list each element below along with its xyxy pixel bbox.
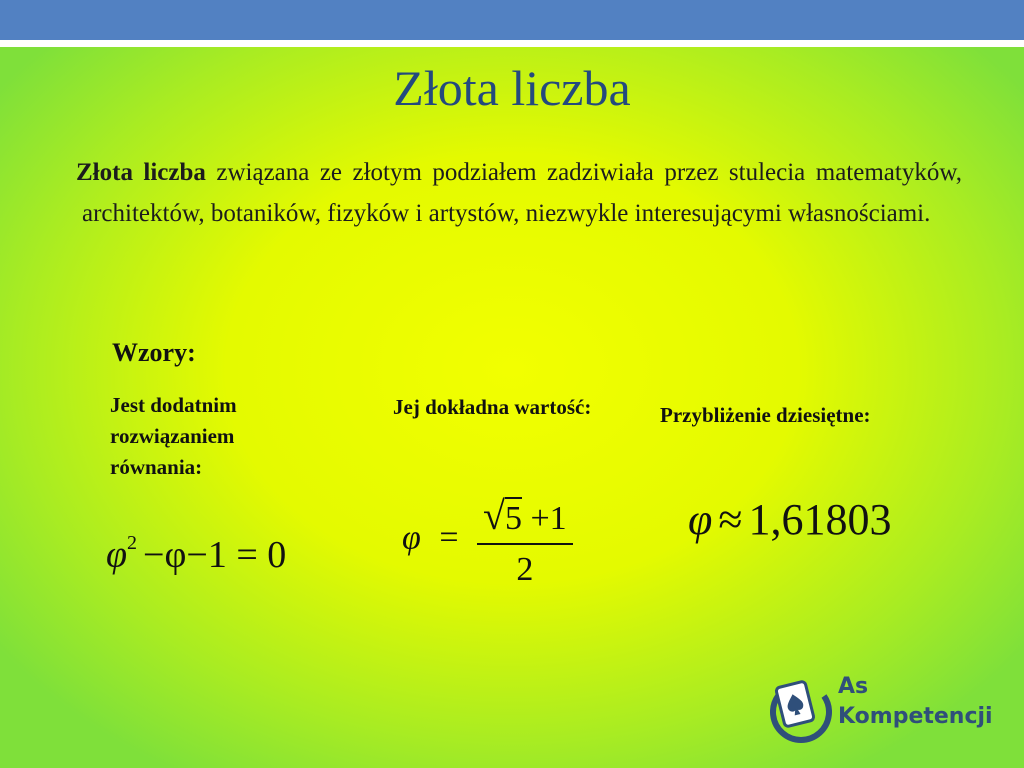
logo-text (838, 672, 993, 732)
approximation-formula (688, 492, 892, 548)
spade-card-icon (770, 678, 832, 744)
equals-sign: = (439, 519, 459, 557)
as-kompetencji-logo (770, 672, 1000, 752)
equation-formula (106, 522, 286, 580)
logo-line1: As (838, 674, 869, 699)
top-bar (0, 0, 1024, 40)
intro-paragraph (76, 152, 962, 234)
intro-text: związana ze złotym podziałem zadziwiała przez stulecia matematyków, architektów, botaników, fizyków i artystów, niezwykle interesującymi własnościami. (82, 159, 962, 227)
numerator-rest: +1 (521, 500, 567, 537)
exponent: 2 (127, 532, 138, 554)
approx-value: 1,61803 (748, 495, 892, 544)
exact-value-formula (402, 492, 573, 589)
equation-rest: −φ−1 = 0 (143, 533, 287, 576)
intro-bold-term: Złota liczba (76, 159, 206, 186)
phi-symbol: φ (688, 495, 713, 544)
phi-symbol: φ (402, 519, 421, 557)
column1-label: Jest dodatnim rozwiązaniem równania: (110, 393, 237, 479)
fraction (477, 492, 573, 589)
radicand: 5 (505, 497, 522, 537)
slide-title: Złota liczba (393, 60, 631, 116)
fraction-numerator (477, 492, 573, 545)
fraction-denominator: 2 (516, 551, 534, 588)
column3-label: Przybliżenie dziesiętne: (660, 403, 871, 427)
radical-sign: √ (483, 493, 505, 538)
top-divider (0, 40, 1024, 47)
logo-line2: Kompetencji (838, 704, 993, 729)
formulas-heading: Wzory: (112, 338, 196, 367)
approx-sign: ≈ (718, 495, 743, 544)
column2-label: Jej dokładna wartość: (393, 395, 592, 419)
phi-symbol: φ (106, 533, 128, 576)
